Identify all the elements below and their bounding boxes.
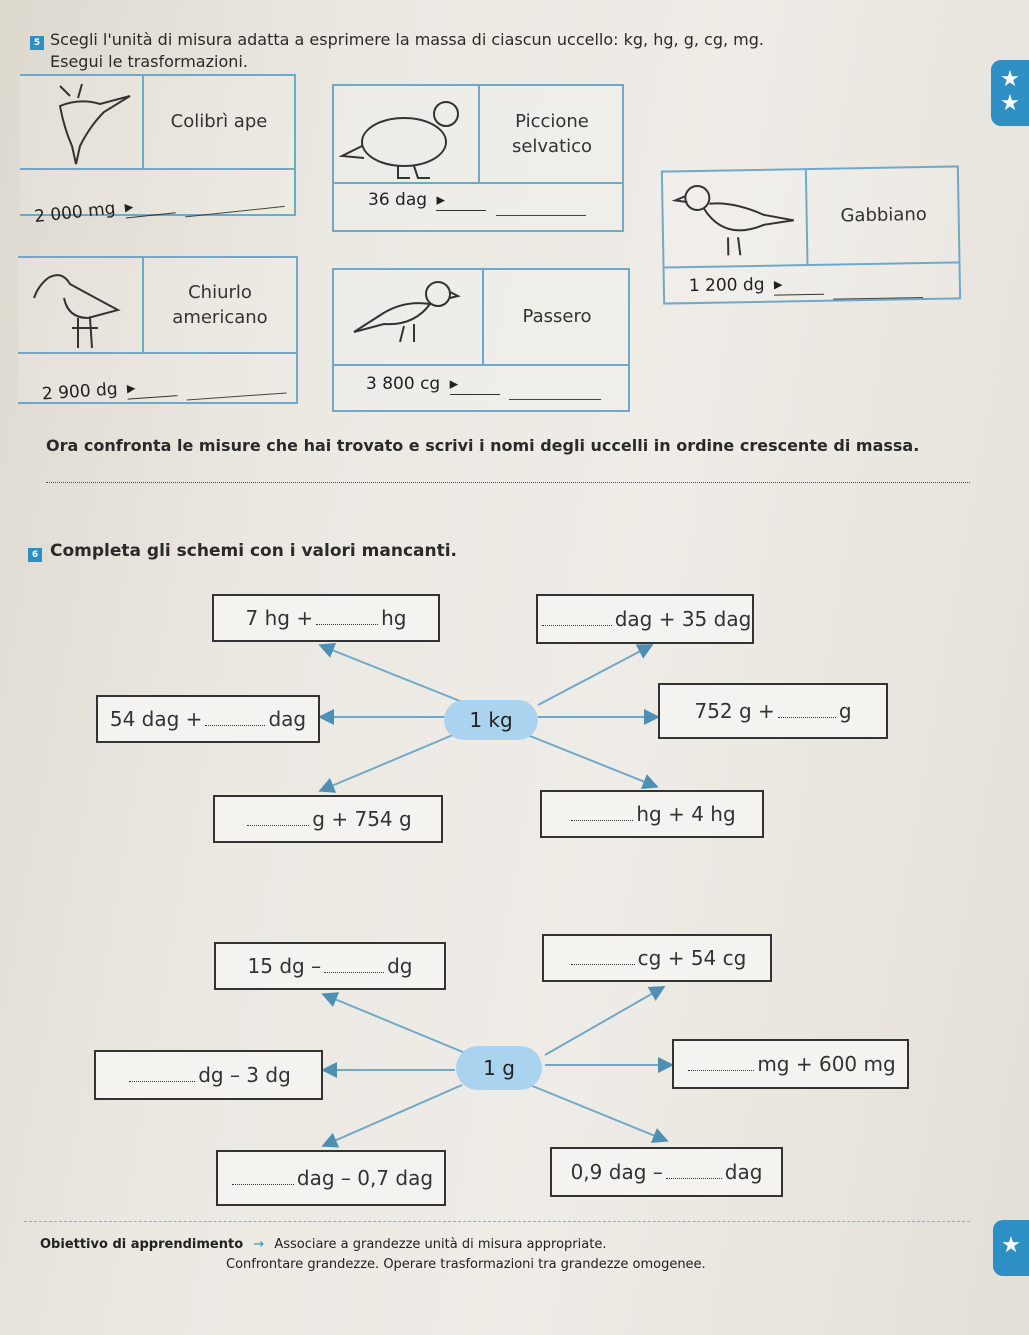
answer-blank[interactable]: [571, 807, 633, 821]
exercise-6-number: 6: [28, 548, 42, 562]
bird-name: Passero: [484, 270, 630, 366]
answer-blank[interactable]: [232, 1171, 294, 1185]
answer-blank[interactable]: [205, 712, 265, 726]
answer-blank[interactable]: [247, 812, 309, 826]
scheme1-box-mid-right: 752 g + g: [658, 683, 888, 739]
scheme2-box-mid-right: mg + 600 mg: [672, 1039, 909, 1089]
scheme2-box-bottom-right: 0,9 dag – dag: [550, 1147, 783, 1197]
bird-measure: 2 000 mg ▸: [33, 181, 285, 233]
compare-instruction: Ora confronta le misure che hai trovato e scrivi i nomi degli uccelli in ordine crescente di massa.: [46, 436, 920, 455]
answer-blank[interactable]: [129, 1068, 195, 1082]
exercise-5-instruction-line1: Scegli l'unità di misura adatta a esprimere la massa di ciascun uccello: kg, hg, g, cg, mg.: [50, 30, 764, 49]
bird-measure: 3 800 cg ▸: [366, 374, 601, 400]
bird-measure: 2 900 dg ▸: [41, 368, 287, 411]
scheme1-box-top-right: dag + 35 dag: [536, 594, 754, 644]
scheme2-center: 1 g: [456, 1046, 542, 1090]
bird-name: Colibrì ape: [144, 76, 294, 170]
exercise-5-number: 5: [30, 36, 44, 50]
scheme1-box-mid-left: 54 dag + dag: [96, 695, 320, 743]
exercise-6-instruction: Completa gli schemi con i valori mancanti.: [50, 541, 458, 561]
scheme1-center: 1 kg: [444, 700, 538, 740]
difficulty-stars-bottom: ★: [993, 1220, 1029, 1276]
arrow-right-icon: →: [253, 1237, 265, 1252]
bird-name: Piccione selvatico: [480, 86, 624, 184]
answer-blank[interactable]: [324, 959, 384, 973]
answer-blank[interactable]: [316, 611, 378, 625]
scheme2-box-top-left: 15 dg – dg: [214, 942, 446, 990]
answer-blank[interactable]: [666, 1165, 722, 1179]
answer-blank[interactable]: [778, 704, 836, 718]
footer-line2: Confrontare grandezze. Operare trasformazioni tra grandezze omogenee.: [226, 1257, 706, 1272]
bird-name: Gabbiano: [807, 167, 961, 266]
scheme1-box-bottom-right: hg + 4 hg: [540, 790, 764, 838]
answer-blank[interactable]: [571, 951, 635, 965]
scheme2-box-bottom-left: dag – 0,7 dag: [216, 1150, 446, 1206]
exercise-5-instruction-line2: Esegui le trasformazioni.: [50, 52, 248, 71]
scheme2-box-mid-left: dg – 3 dg: [94, 1050, 323, 1100]
scheme1-box-top-left: 7 hg + hg: [212, 594, 440, 642]
scheme1-box-bottom-left: g + 754 g: [213, 795, 443, 843]
footer-divider: [24, 1221, 970, 1222]
answer-blank[interactable]: [542, 612, 612, 626]
footer-label: Obiettivo di apprendimento: [40, 1237, 244, 1252]
bird-measure: 1 200 dg ▸: [689, 272, 924, 302]
footer-objective: [40, 1237, 606, 1252]
bird-name: Chiurlo americano: [144, 258, 296, 354]
answer-blank[interactable]: [688, 1057, 754, 1071]
scheme2-box-top-right: cg + 54 cg: [542, 934, 772, 982]
bird-measure: 36 dag ▸: [368, 190, 586, 216]
footer-line1: Associare a grandezze unità di misura appropriate.: [274, 1237, 607, 1252]
difficulty-stars-top: ★ ★: [991, 60, 1029, 126]
